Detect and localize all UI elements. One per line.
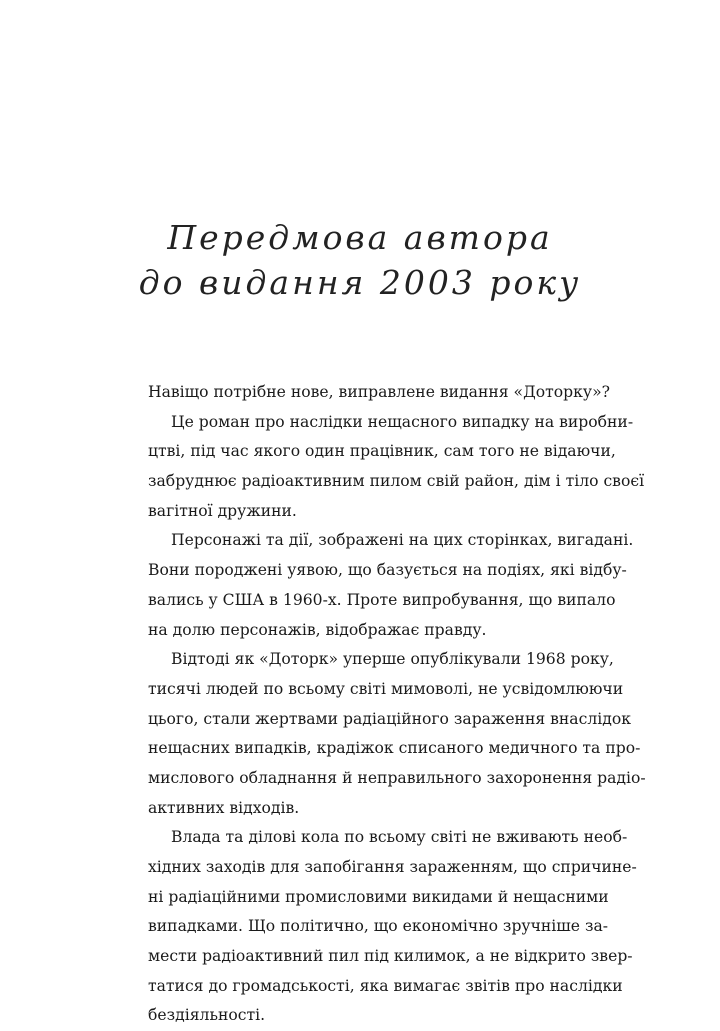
- text-line: ні радіаційними промисловими викидами й нещасними: [148, 887, 609, 906]
- chapter-title-line-2: до видання 2003 року: [138, 263, 582, 302]
- body-text: [148, 378, 646, 1031]
- text-line: мислового обладнання й неправильного захоронення радіо-: [148, 768, 646, 787]
- text-line: на долю персонажів, відображає правду.: [148, 620, 487, 639]
- text-line: Персонажі та дії, зображені на цих сторінках, вигадані.: [171, 531, 634, 550]
- text-line: тисячі людей по всьому світі мимоволі, не усвідомлюючи: [148, 679, 624, 698]
- text-line: цтві, під час якого один працівник, сам того не відаючи,: [148, 442, 616, 461]
- text-line: Відтоді як «Доторк» уперше опублікували 1968 року,: [171, 650, 614, 669]
- text-line: Навіщо потрібне нове, виправлене видання «Доторку»?: [148, 383, 610, 401]
- text-line: нещасних випадків, крадіжок списаного медичного та про-: [148, 739, 641, 758]
- text-line: цього, стали жертвами радіаційного зараження внаслідок: [148, 709, 631, 728]
- text-line: Вони породжені уявою, що базується на подіях, які відбу-: [148, 561, 627, 580]
- text-line: Це роман про наслідки нещасного випадку на виробни-: [171, 412, 634, 431]
- text-line: бездіяльності.: [148, 1006, 266, 1025]
- text-line: вагітної дружини.: [148, 501, 297, 520]
- text-line: хідних заходів для запобігання зараженням, що спричине-: [148, 858, 637, 876]
- text-line: активних відходів.: [148, 798, 300, 817]
- text-line: Влада та ділові кола по всьому світі не вживають необ-: [171, 828, 628, 847]
- chapter-title-line-1: Передмова автора: [167, 218, 553, 257]
- text-line: татися до громадськості, яка вимагає звітів про наслідки: [148, 976, 623, 995]
- text-line: мести радіоактивний пил під килимок, а не відкрито звер-: [148, 947, 633, 966]
- text-line: вались у США в 1960-х. Проте випробування, що випало: [148, 590, 616, 609]
- text-line: випадками. Що політично, що економічно зручніше за-: [148, 917, 609, 936]
- text-line: забруднює радіоактивним пилом свій район, дім і тіло своєї: [148, 472, 645, 491]
